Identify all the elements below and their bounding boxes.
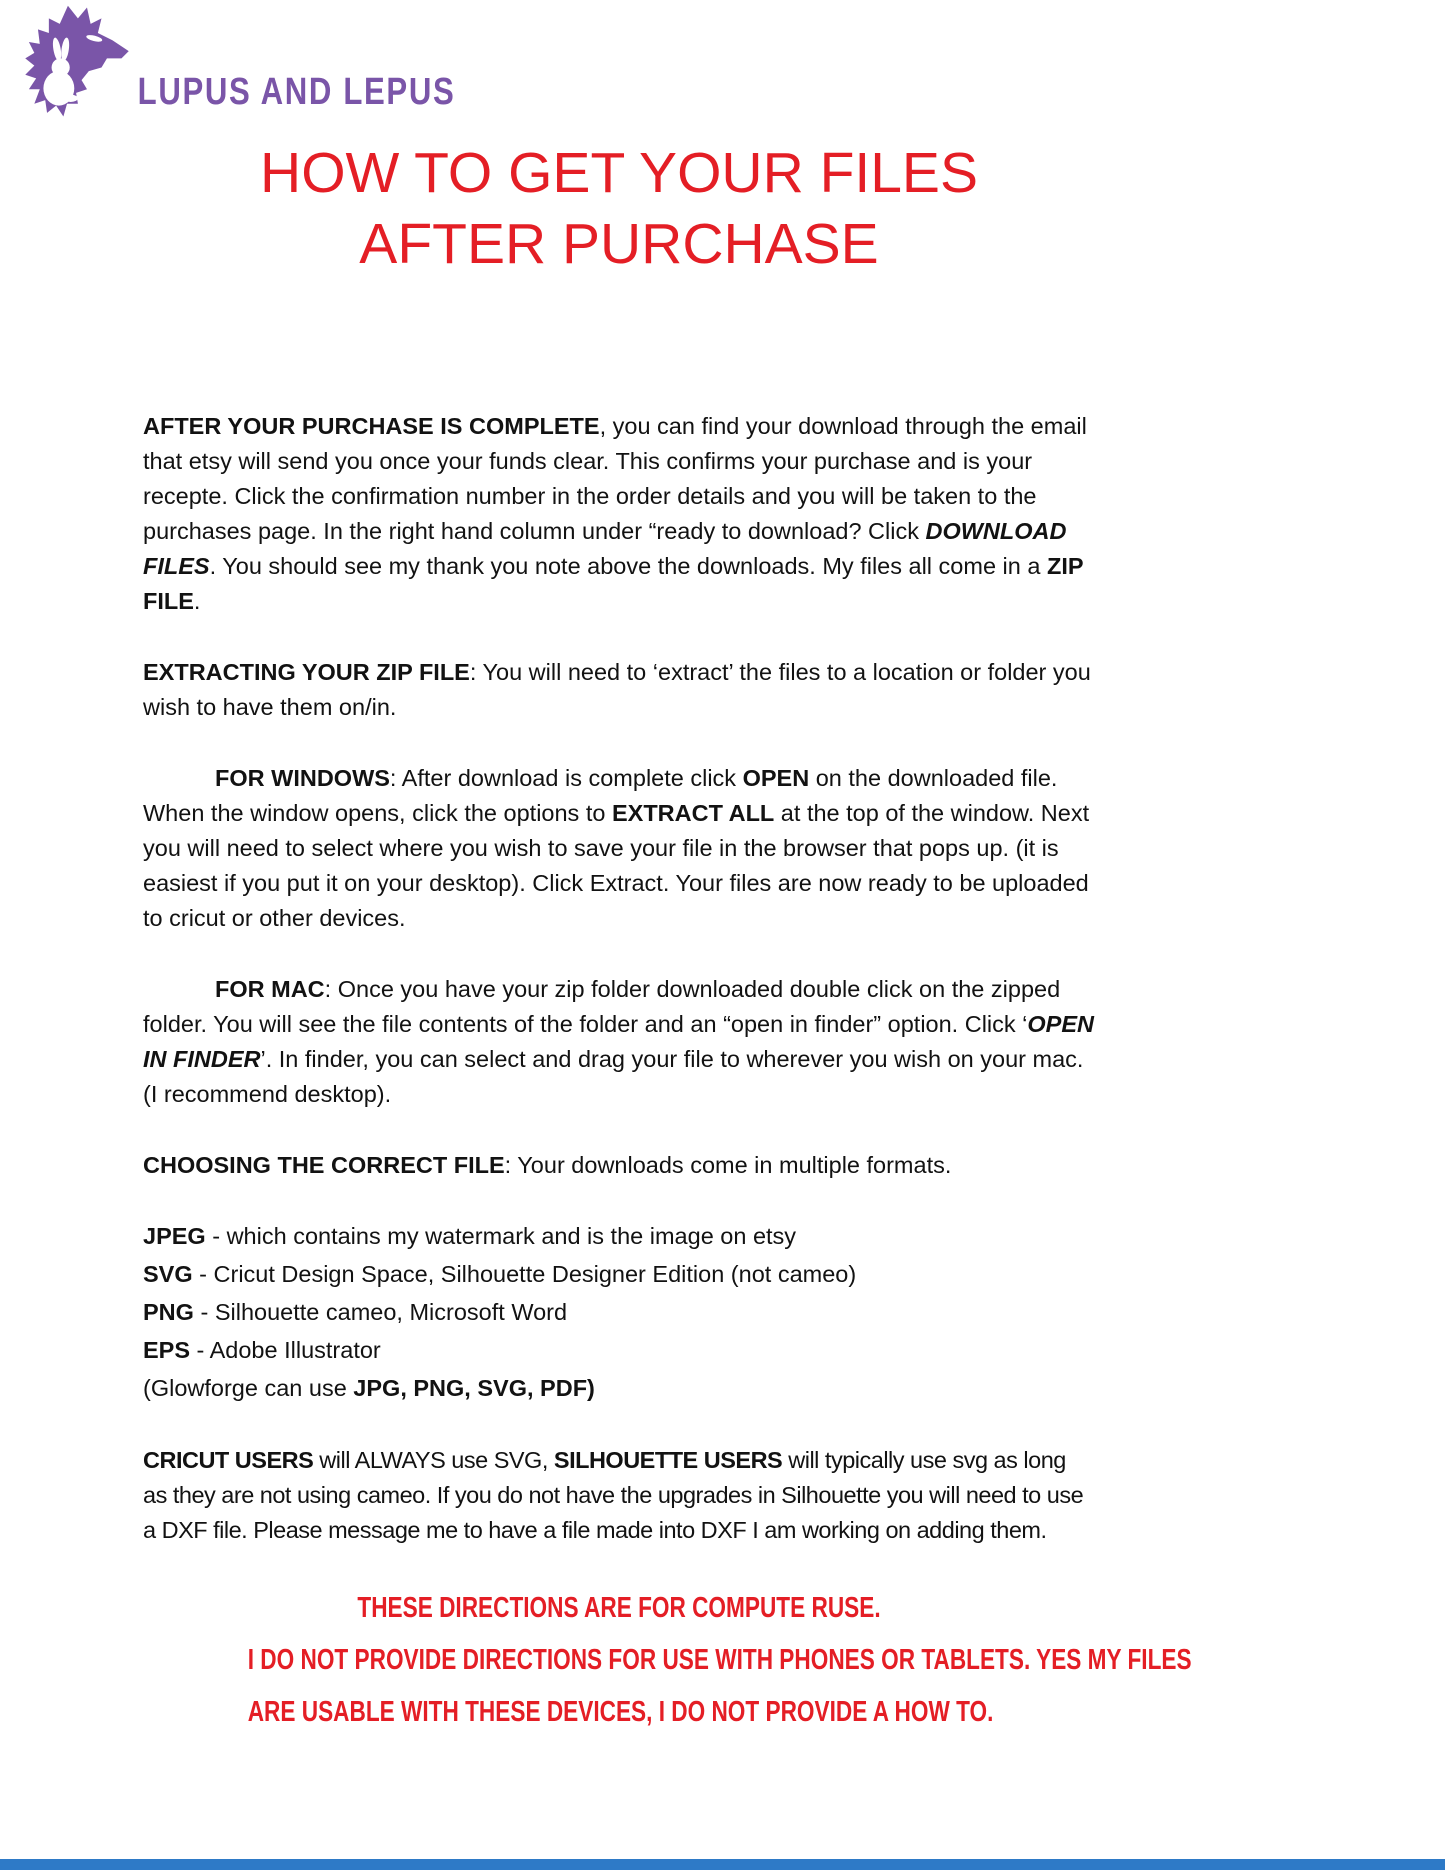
paragraph-after-purchase: AFTER YOUR PURCHASE IS COMPLETE, you can find your download through the email that etsy will send you once your funds clear. This confirms your purchase and is your recepte. Click the confirmation number in the order details and you will be taken to the purchases page. In the right hand column under “ready to download? Click DOWNLOAD FILES. You should see my thank you note above the downloads. My files all come in a ZIP FILE. bbox=[143, 412, 1087, 614]
red-notice bbox=[143, 1582, 1192, 1738]
format-item-svg: SVG - Cricut Design Space, Silhouette Designer Edition (not cameo) bbox=[143, 1260, 857, 1287]
paragraph-choosing-file: CHOOSING THE CORRECT FILE: Your downloads come in multiple formats. bbox=[143, 1151, 952, 1178]
bottom-accent-bar bbox=[0, 1859, 1445, 1870]
page-title-line-2: AFTER PURCHASE bbox=[359, 212, 879, 277]
file-format-list bbox=[143, 1217, 1095, 1407]
paragraph-for-windows: FOR WINDOWS: After download is complete click OPEN on the downloaded file. When the window opens, click the options to EXTRACT ALL at the top of the window. Next you will need to select where you wish to save your file in the browser that pops up. (it is easiest if you put it on your desktop). Click Extract. Your files are now ready to be uploaded to cricut or other devices. bbox=[143, 764, 1090, 931]
wolf-and-rabbit-logo-icon bbox=[18, 1, 136, 128]
format-item-png: PNG - Silhouette cameo, Microsoft Word bbox=[143, 1298, 568, 1325]
page-title-line-1: HOW TO GET YOUR FILES bbox=[260, 141, 978, 205]
page-title bbox=[143, 128, 1095, 281]
document-body bbox=[143, 128, 1192, 1738]
format-item-eps: EPS - Adobe Illustrator bbox=[143, 1336, 381, 1363]
notice-line-2: I DO NOT PROVIDE DIRECTIONS FOR USE WITH PHONES OR TABLETS. YES MY FILES bbox=[247, 1643, 1192, 1676]
paragraph-for-mac: FOR MAC: Once you have your zip folder downloaded double click on the zipped folder. You will see the file contents of the folder and an “open in finder” option. Click ‘OPEN IN FINDER’. In finder, you can select and drag your file to wherever you wish on your mac. (I recommend desktop). bbox=[143, 975, 1095, 1107]
brand-name: LUPUS AND LEPUS bbox=[137, 71, 456, 113]
format-item-jpeg: JPEG - which contains my watermark and is the image on etsy bbox=[143, 1222, 797, 1249]
paragraph-extracting-zip: EXTRACTING YOUR ZIP FILE: You will need to ‘extract’ the files to a location or folder you wish to have them on/in. bbox=[143, 658, 1091, 720]
notice-line-1: THESE DIRECTIONS ARE FOR COMPUTE RUSE. bbox=[357, 1591, 881, 1624]
notice-line-3: ARE USABLE WITH THESE DEVICES, I DO NOT PROVIDE A HOW TO. bbox=[247, 1695, 994, 1728]
paragraph-cricut-users: CRICUT USERS will ALWAYS use SVG, SILHOUETTE USERS will typically use svg as long as they are not using cameo. If you do not have the upgrades in Silhouette you will need to use a DXF file. Please message me to have a file made into DXF I am working on adding them. bbox=[143, 1446, 1084, 1543]
format-item-glowforge-note: (Glowforge can use JPG, PNG, SVG, PDF) bbox=[143, 1374, 595, 1401]
logo bbox=[0, 0, 1445, 128]
